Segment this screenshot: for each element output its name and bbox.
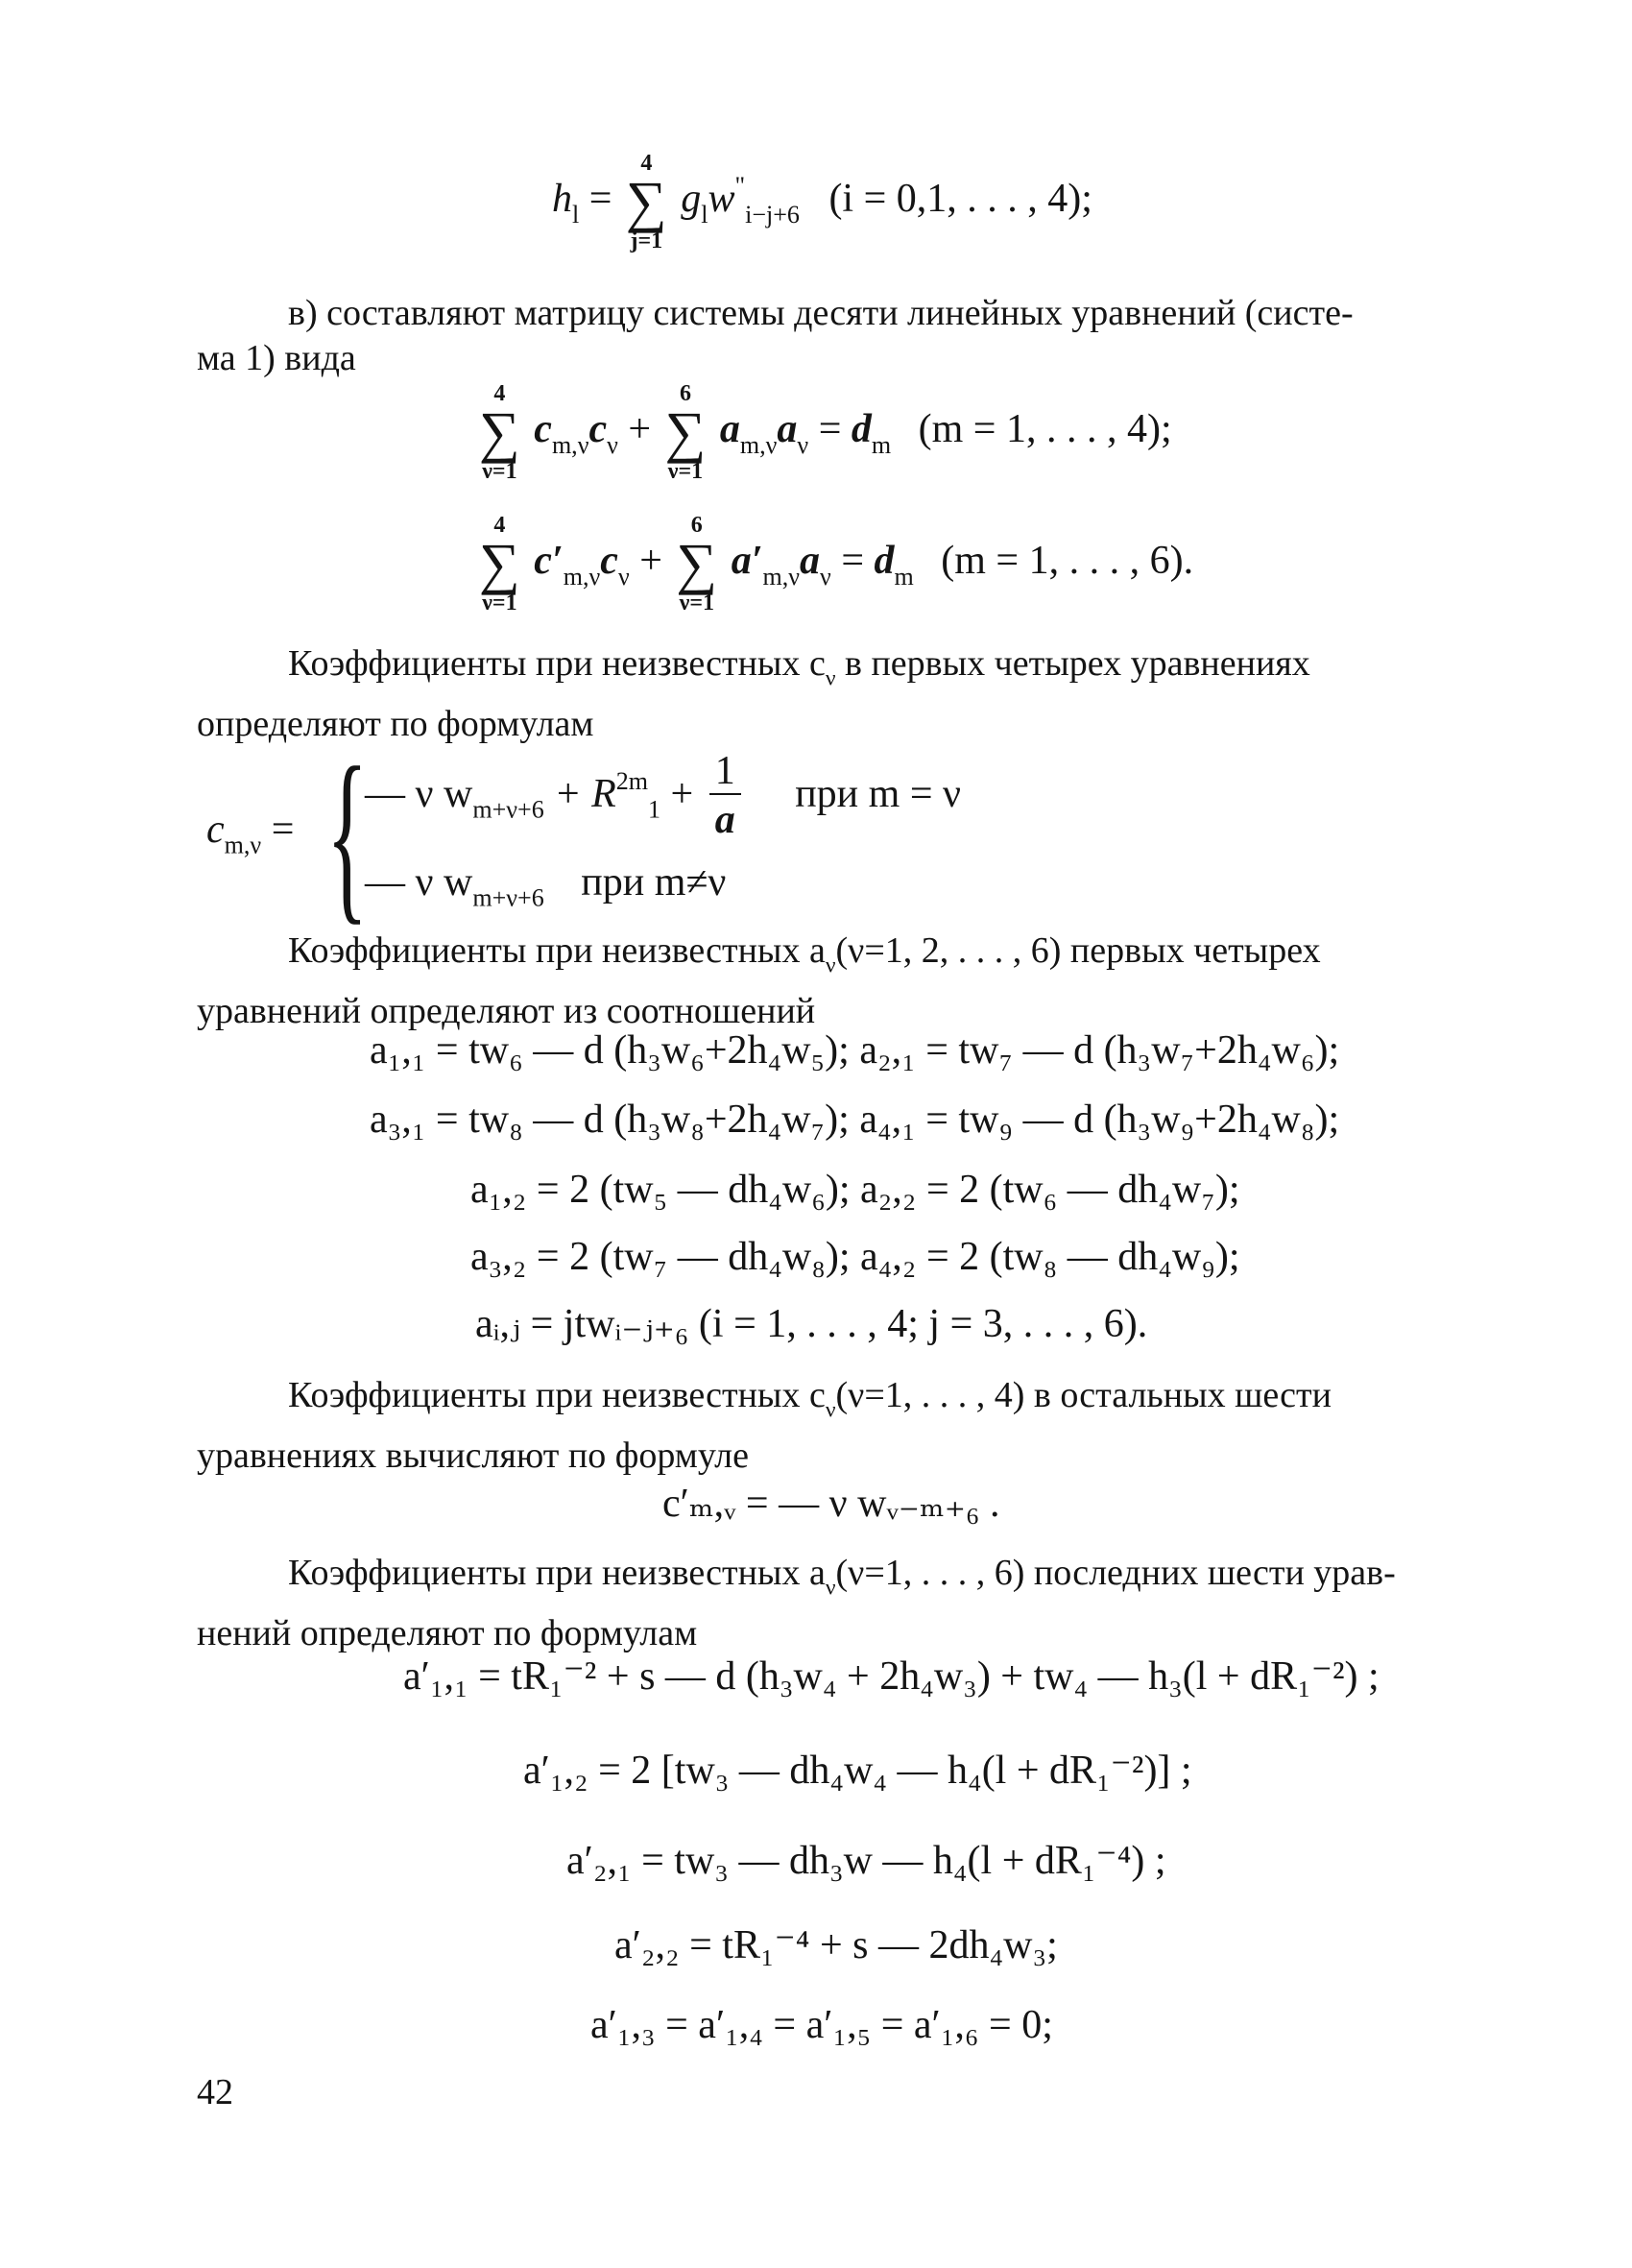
paragraph-a2-line1: Коэффициенты при неизвестных a [288, 1553, 826, 1593]
sum-sign: 6 ∑ ν=1 [676, 513, 718, 615]
paragraph-b-line2: ма 1) вида [197, 338, 356, 378]
case-lhs-symbol: c [206, 808, 225, 852]
sys1-row2-t1b-sub: ν [617, 562, 630, 591]
eq-h-w: w [708, 177, 735, 222]
system-row-2: 4 ∑ ν=1 $c'_{m,\nu}c_\nu$ + 6 ∑ ν=1 $a'_{m,\nu}a_\nu = d_m$ (m = 1, . . . , 6). [479, 513, 1194, 615]
case-row-1: — ν $w_{m+\nu+6} + R^{2m}_1$ + $\frac{1}{a}$ при m = ν [365, 749, 961, 846]
eq-h-lhs-sub: l [572, 200, 580, 229]
paragraph-c2-line2: уравнениях вычисляют по формуле [197, 1435, 749, 1476]
paragraph-a-line2: уравнений определяют из соотношений [197, 990, 816, 1031]
paragraph-a [197, 929, 1445, 1034]
fraction-numerator: 1 [709, 749, 741, 795]
sum-lower-limit: j=1 [630, 229, 663, 253]
paragraph-a2-line1-rest: (ν=1, . . . , 6) последних шести урав- [835, 1553, 1396, 1593]
system-row-1: 4 ∑ ν=1 $c_{m,\nu}c_\nu$ + 6 ∑ ν=1 $a_{m,\nu}a_\nu = d_m$ (m = 1, . . . , 4); [479, 381, 1172, 484]
case-row1-r-sub: 1 [648, 795, 661, 824]
sum-sign: 6 ∑ ν=1 [664, 381, 707, 484]
paragraph-b-line1: в) составляют матрицу системы десяти линейных уравнений (систе- [288, 293, 1354, 333]
eq-h-lhs: h [552, 177, 572, 222]
equation-a-prime-row: a′₁,₂ = 2 [tw₃ — dh₄w₄ — h₄(l + dR₁⁻²)] ; [523, 1749, 1192, 1793]
eq-h-term-sub: l [701, 200, 708, 229]
case-row-2 [365, 857, 726, 914]
fraction-denominator: a [714, 798, 735, 843]
case-row1-condition: при m = ν [795, 771, 962, 816]
sys1-row2-rhs: d [874, 539, 895, 584]
equation-c-prime: c′ₘ,ᵥ = — ν wᵥ₋ₘ₊₆ . [662, 1482, 1000, 1526]
paragraph-a2 [197, 1551, 1445, 1656]
paragraph-c [197, 641, 1445, 747]
paragraph-c-line1: Коэффициенты при неизвестных c [288, 643, 826, 684]
sum-lower-limit: ν=1 [482, 591, 517, 615]
equation-a-prime-row: a′₂,₁ = tw₃ — dh₃w — h₄(l + dR₁⁻⁴) ; [566, 1839, 1166, 1883]
eq-h-w-sub: i−j+6 [745, 200, 800, 229]
eq-h-term: g [681, 177, 702, 222]
case-lhs-sub: m,ν [224, 831, 262, 859]
sys1-row2-condition: (m = 1, . . . , 6). [941, 539, 1194, 584]
sys1-row1-rhs-sub: m [871, 430, 892, 459]
case-lhs: $c_{m,\nu}$ = [206, 808, 295, 859]
paragraph-c2-line1-sub: ν [825, 1397, 836, 1423]
case-row2-term-sub: m+ν+6 [472, 883, 544, 912]
sum-upper-limit: 6 [690, 513, 703, 538]
case-row1-r-sup: 2m [615, 766, 648, 795]
equation-a-row: a₃,₂ = 2 (tw₇ — dh₄w₈); a₄,₂ = 2 (tw₈ — dh₄w₉); [470, 1235, 1240, 1279]
sum-lower-limit: ν=1 [679, 591, 714, 615]
fraction [709, 749, 741, 846]
paragraph-c-line2: определяют по формулам [197, 703, 594, 744]
sys1-row1-t1-sub: m,ν [551, 430, 589, 459]
sys1-row1-rhs: d [851, 407, 872, 452]
sys1-row1-t2-sub: m,ν [739, 430, 778, 459]
eq-h-condition: (i = 0,1, . . . , 4); [828, 177, 1092, 222]
sys1-row1-t2b: a [777, 407, 798, 452]
sum-sign: 4 ∑ ν=1 [479, 513, 520, 615]
sys1-row1-t1b-sub: ν [607, 430, 618, 459]
paragraph-c2-line1-rest: (ν=1, . . . , 4) в остальных шести [835, 1375, 1332, 1415]
sum-upper-limit: 4 [493, 381, 506, 406]
case-row1-r: + R [543, 771, 616, 816]
equation-h: $h_l$ = 4 ∑ j=1 $g_lw^"_{i-j+6}$ (i = 0,1, . . . , 4); [552, 151, 1092, 253]
paragraph-c-line1-rest: в первых четырех уравнениях [835, 643, 1310, 684]
sys1-row1-t1: c [534, 407, 552, 452]
equation-a-prime-row: a′₁,₃ = a′₁,₄ = a′₁,₅ = a′₁,₆ = 0; [590, 2003, 1053, 2047]
equation-a-row: a₃,₁ = tw₈ — d (h₃w₈+2h₄w₇); a₄,₁ = tw₉ — d (h₃w₉+2h₄w₈); [370, 1098, 1340, 1142]
sys1-row2-t2b: a [800, 539, 821, 584]
left-brace: { [326, 729, 369, 941]
sys1-row1-t2b-sub: ν [797, 430, 809, 459]
paragraph-a-line1-sub: ν [825, 953, 836, 978]
paragraph-a2-line2: нений определяют по формулам [197, 1612, 698, 1653]
sum-upper-limit: 6 [679, 381, 691, 406]
sys1-row2-t1-sub: m,ν [563, 562, 601, 591]
case-row2-term: — ν w [365, 860, 473, 905]
sum-upper-limit: 4 [493, 513, 506, 538]
case-row1-term: — ν w [365, 771, 473, 816]
sys1-row2-t1b: c [600, 539, 618, 584]
paragraph-b [197, 291, 1445, 381]
sum-upper-limit: 4 [640, 151, 653, 176]
sum-lower-limit: ν=1 [667, 459, 704, 484]
equation-a-row: aᵢ,ⱼ = jtwᵢ₋ⱼ₊₆ (i = 1, . . . , 4; j = 3, . . . , 6). [475, 1302, 1148, 1346]
sys1-row1-condition: (m = 1, . . . , 4); [918, 407, 1172, 452]
sum-sign: 4 ∑ ν=1 [479, 381, 520, 484]
paragraph-a2-line1-sub: ν [825, 1575, 836, 1601]
case-row1-term-sub: m+ν+6 [472, 795, 544, 824]
sum-sign: 4 ∑ j=1 [625, 151, 667, 253]
paragraph-c2-line1: Коэффициенты при неизвестных c [288, 1375, 826, 1415]
page-number: 42 [197, 2072, 233, 2112]
equation-a-row: a₁,₁ = tw₆ — d (h₃w₆+2h₄w₅); a₂,₁ = tw₇ — d (h₃w₇+2h₄w₆); [370, 1028, 1340, 1073]
sys1-row2-rhs-sub: m [894, 562, 914, 591]
sys1-row2-t2: a′ [731, 539, 763, 584]
sys1-row1-t1b: c [588, 407, 608, 452]
paragraph-c2 [197, 1373, 1445, 1479]
sys1-row2-t2b-sub: ν [820, 562, 831, 591]
sys1-row1-t2: a [719, 407, 740, 452]
case-row2-condition: при m≠ν [581, 860, 727, 905]
paragraph-c-line1-sub: ν [825, 665, 836, 691]
equation-a-prime-row: a′₂,₂ = tR₁⁻⁴ + s — 2dh₄w₃; [614, 1923, 1058, 1967]
equation-a-prime-row: a′₁,₁ = tR₁⁻² + s — d (h₃w₄ + 2h₄w₃) + tw₄ — h₃(l + dR₁⁻²) ; [403, 1654, 1380, 1699]
paragraph-a-line1-rest: (ν=1, 2, . . . , 6) первых четырех [835, 930, 1321, 971]
eq-h-w-sup: " [734, 171, 746, 200]
paragraph-a-line1: Коэффициенты при неизвестных a [288, 930, 826, 971]
equation-a-row: a₁,₂ = 2 (tw₅ — dh₄w₆); a₂,₂ = 2 (tw₆ — dh₄w₇); [470, 1168, 1240, 1212]
sys1-row2-t2-sub: m,ν [762, 562, 801, 591]
sys1-row2-t1: c′ [534, 539, 564, 584]
sum-lower-limit: ν=1 [482, 459, 517, 484]
